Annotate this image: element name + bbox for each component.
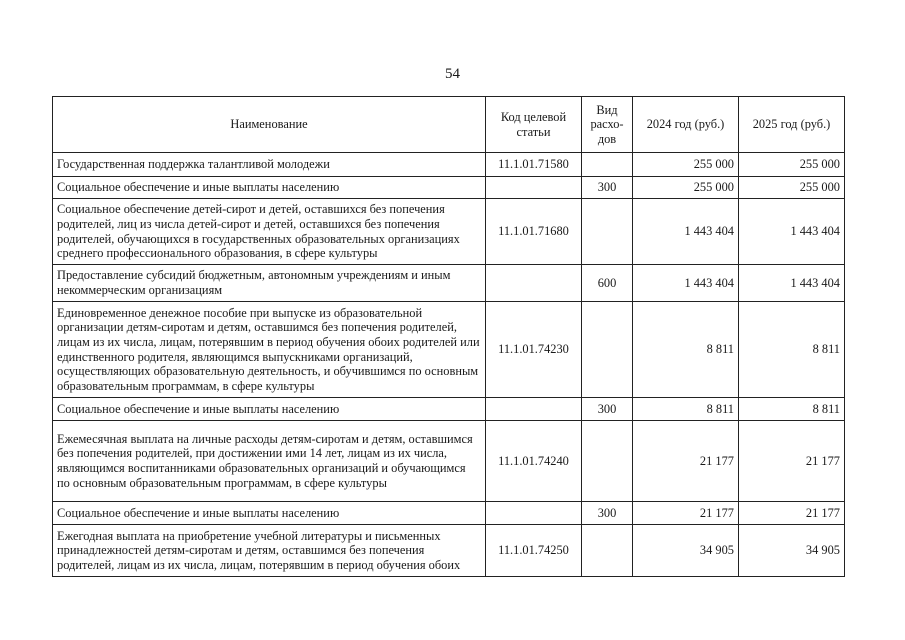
table-row (53, 398, 845, 421)
row-name: Ежемесячная выплата на личные расходы детям-сиротам и детям, оставшимся без попечения родителей, при достижении ими 14 лет, лицам из их числа, являющимся воспитанниками образовательных организаций и обучающимся по основным образовательным программам, в сфере культуры (53, 421, 486, 502)
row-name: Ежегодная выплата на приобретение учебной литературы и письменных принадлежностей детям-сиротам и детям, оставшимся без попечения родителей, лицам из их числа, лицам, потерявшим в период обучения обоих (53, 525, 486, 577)
table-row (53, 199, 845, 265)
row-2025: 21 177 (739, 502, 845, 525)
header-2024: 2024 год (руб.) (633, 97, 739, 153)
row-2025: 255 000 (739, 153, 845, 177)
row-code (486, 265, 582, 302)
table-row (53, 177, 845, 199)
table-row (53, 502, 845, 525)
row-2024: 1 443 404 (633, 265, 739, 302)
row-2025: 8 811 (739, 302, 845, 398)
page-number: 54 (445, 66, 460, 82)
row-code: 11.1.01.74240 (486, 421, 582, 502)
row-2024: 8 811 (633, 302, 739, 398)
row-2025: 34 905 (739, 525, 845, 577)
row-2024: 21 177 (633, 502, 739, 525)
row-vid: 300 (582, 398, 633, 421)
row-2024: 255 000 (633, 153, 739, 177)
row-2024: 34 905 (633, 525, 739, 577)
row-2025: 21 177 (739, 421, 845, 502)
row-code (486, 502, 582, 525)
row-code: 11.1.01.71580 (486, 153, 582, 177)
row-code (486, 177, 582, 199)
header-name: Наименование (53, 97, 486, 153)
row-2024: 1 443 404 (633, 199, 739, 265)
header-2025: 2025 год (руб.) (739, 97, 845, 153)
row-code: 11.1.01.74230 (486, 302, 582, 398)
row-name: Единовременное денежное пособие при выпуске из образовательной организации детям-сиротам и детям, оставшимся без попечения родителей, лицам из их числа, лицам, потерявшим в период обучения обоих родителей или единственного родителя, являющимся выпускниками организаций, осуществляющих образовательную деятельность, и обучившимся по основным образовательным программам, в сфере культуры (53, 302, 486, 398)
row-code: 11.1.01.71680 (486, 199, 582, 265)
row-name: Государственная поддержка талантливой молодежи (53, 153, 486, 177)
table-row (53, 421, 845, 502)
row-2025: 1 443 404 (739, 199, 845, 265)
row-2024: 21 177 (633, 421, 739, 502)
header-vid: Вид расхо-дов (582, 97, 633, 153)
row-vid (582, 302, 633, 398)
row-code: 11.1.01.74250 (486, 525, 582, 577)
row-2024: 8 811 (633, 398, 739, 421)
row-vid: 300 (582, 177, 633, 199)
row-vid: 600 (582, 265, 633, 302)
row-code (486, 398, 582, 421)
table-row (53, 525, 845, 577)
row-vid: 300 (582, 502, 633, 525)
row-name: Социальное обеспечение и иные выплаты населению (53, 398, 486, 421)
row-2025: 1 443 404 (739, 265, 845, 302)
header-code: Код целевой статьи (486, 97, 582, 153)
row-2025: 8 811 (739, 398, 845, 421)
table-row (53, 265, 845, 302)
row-name: Предоставление субсидий бюджетным, автономным учреждениям и иным некоммерческим организациям (53, 265, 486, 302)
row-2024: 255 000 (633, 177, 739, 199)
table-header-row (53, 97, 845, 153)
row-vid (582, 421, 633, 502)
table-row (53, 153, 845, 177)
row-2025: 255 000 (739, 177, 845, 199)
row-name: Социальное обеспечение и иные выплаты населению (53, 177, 486, 199)
row-name: Социальное обеспечение и иные выплаты населению (53, 502, 486, 525)
table-row (53, 302, 845, 398)
row-vid (582, 199, 633, 265)
row-vid (582, 153, 633, 177)
budget-table (52, 96, 845, 577)
row-name: Социальное обеспечение детей-сирот и детей, оставшихся без попечения родителей, лиц из числа детей-сирот и детей, оставшихся без попечения родителей, обучающихся в государственных образовательных организациях среднего профессионального образования, в сфере культуры (53, 199, 486, 265)
row-vid (582, 525, 633, 577)
